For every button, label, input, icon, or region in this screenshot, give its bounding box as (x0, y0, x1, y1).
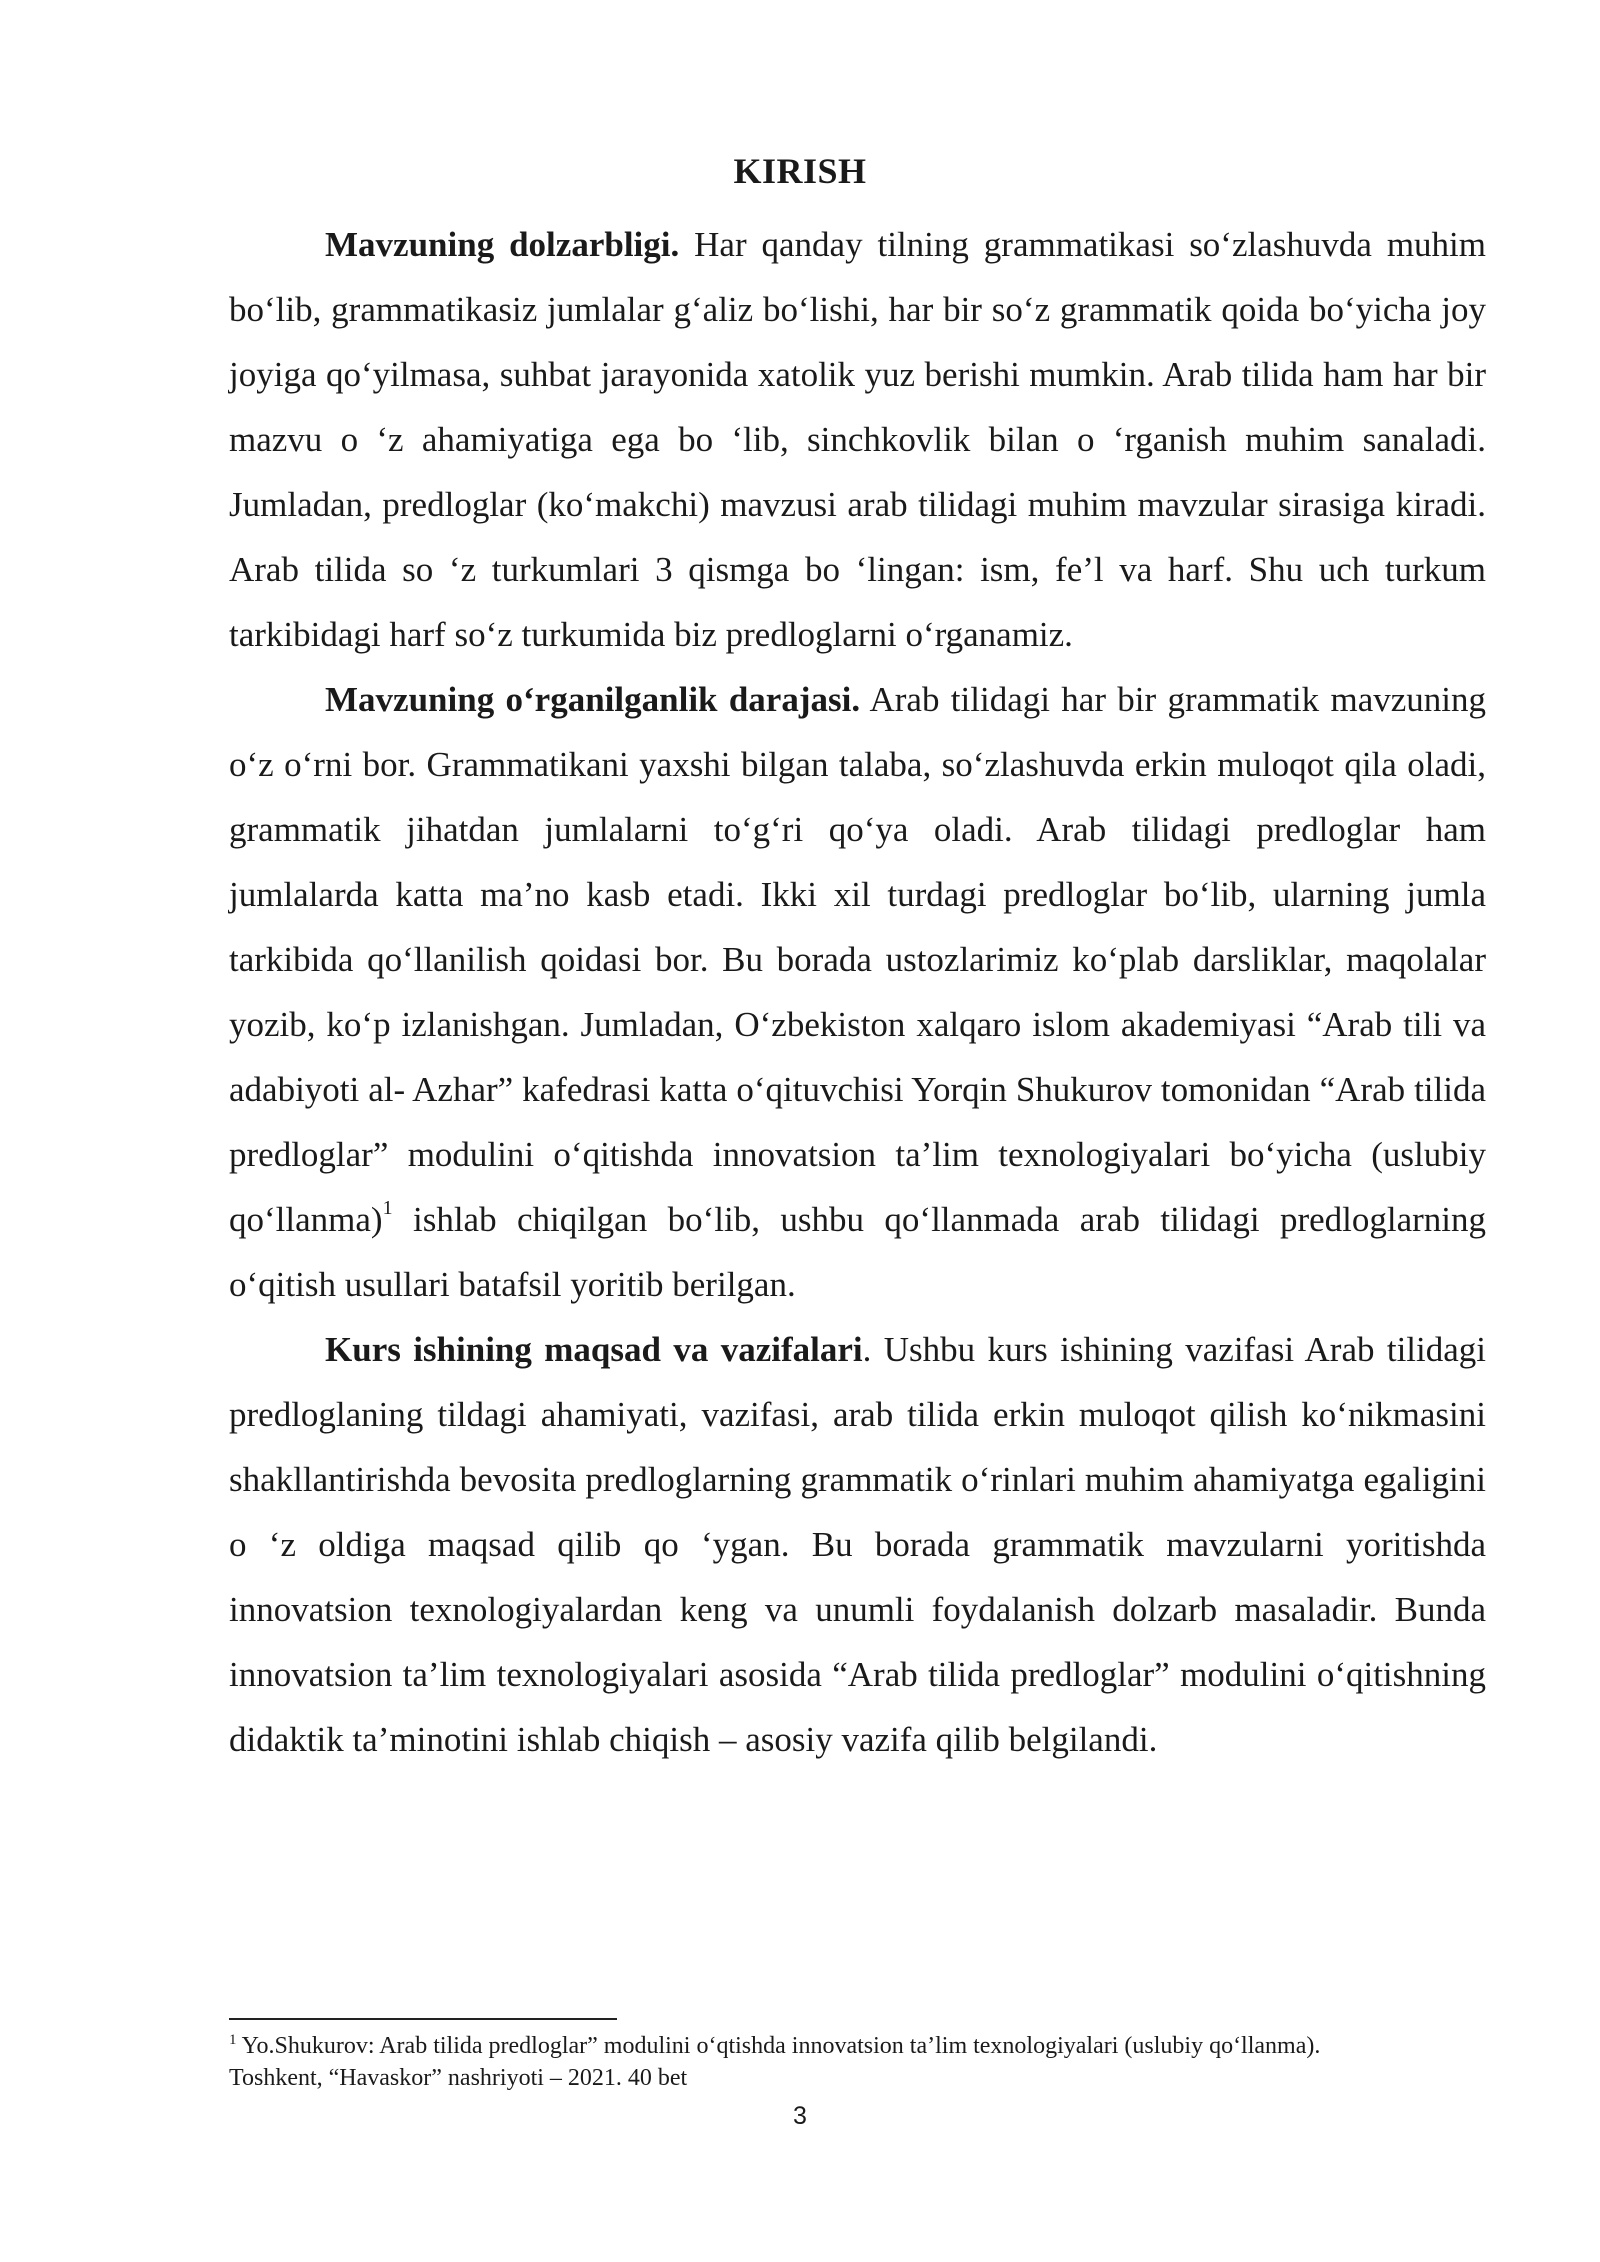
footnote (229, 2030, 1486, 2094)
footnote-line-1 (229, 2030, 1486, 2062)
paragraph-text-study-level: Arab tilidagi har bir grammatik mavzuning o‘z o‘rni bor. Grammatikani yaxshi bilgan talaba, so‘zlashuvda erkin muloqot qila oladi, grammatik jihatdan jumlalarni to‘g‘ri qo‘ya oladi. Arab tilidagi predloglar ham jumlalarda katta ma’no kasb etadi. Ikki xil turdagi predloglar bo‘lib, ularning jumla tarkibida qo‘llanilish qoidasi bor. Bu borada ustozlarimiz ko‘plab darsliklar, maqolalar yozib, ko‘p izlanishgan. Jumladan, O‘zbekiston xalqaro islom akademiyasi “Arab tili va adabiyoti al- Azhar” kafedrasi katta o‘qituvchisi Yorqin Shukurov tomonidan “Arab tilida predloglar” modulini o‘qitishda innovatsion ta’lim texnologiyalari bo‘yicha (uslubiy qo‘llanma) (229, 680, 1486, 1239)
paragraph-study-level (229, 667, 1486, 1317)
paragraph-text-study-level-cont: ishlab chiqilgan bo‘lib, ushbu qo‘llanmada arab tilidagi predloglarning o‘qitish usullari batafsil yoritib berilgan. (229, 1200, 1486, 1304)
paragraph-relevance (229, 212, 1486, 667)
footnote-number: 1 (229, 2032, 237, 2048)
page-number: 3 (793, 2102, 807, 2130)
footnote-separator (229, 2018, 617, 2020)
paragraph-text-goals: . Ushbu kurs ishining vazifasi Arab tilidagi predloglaning tildagi ahamiyati, vazifasi, arab tilida erkin muloqot qilish ko‘nikmasini shakllantirishda bevosita predloglarning grammatik o‘rinlari muhim ahamiyatga egaligini o ‘z oldiga maqsad qilib qo ‘ygan. Bu borada grammatik mavzularni yoritishda innovatsion texnologiyalardan keng va unumli foydalanish dolzarb masaladir. Bunda innovatsion ta’lim texnologiyalari asosida “Arab tilida predloglar” modulini o‘qitishning didaktik ta’minotini ishlab chiqish – asosiy vazifa qilib belgilandi. (229, 1330, 1487, 1759)
footnote-reference[interactable]: 1 (382, 1197, 393, 1220)
paragraph-lead-relevance: Mavzuning dolzarbligi. (325, 225, 680, 264)
paragraph-lead-goals: Kurs ishining maqsad va vazifalari (325, 1330, 863, 1369)
paragraph-lead-study-level: Mavzuning o‘rganilganlik darajasi. (325, 680, 861, 719)
footnote-line-2: Toshkent, “Havaskor” nashriyoti – 2021. 40 bet (229, 2065, 688, 2091)
footnote-text-1: Yo.Shukurov: Arab tilida predloglar” modulini o‘qtishda innovatsion ta’lim texnologiyalari (uslubiy qo‘llanma). (236, 2033, 1321, 2059)
page-title: KIRISH (733, 151, 867, 191)
body-text (229, 212, 1486, 1772)
paragraph-text-relevance: Har qanday tilning grammatikasi so‘zlashuvda muhim bo‘lib, grammatikasiz jumlalar g‘aliz bo‘lishi, har bir so‘z grammatik qoida bo‘yicha joy joyiga qo‘yilmasa, suhbat jarayonida xatolik yuz berishi mumkin. Arab tilida ham har bir mazvu o ‘z ahamiyatiga ega bo ‘lib, sinchkovlik bilan o ‘rganish muhim sanaladi. Jumladan, predloglar (ko‘makchi) mavzusi arab tilidagi muhim mavzular sirasiga kiradi. Arab tilida so ‘z turkumlari 3 qismga bo ‘lingan: ism, fe’l va harf. Shu uch turkum tarkibidagi harf so‘z turkumida biz predloglarni o‘rganamiz. (229, 225, 1486, 654)
paragraph-goals (229, 1317, 1486, 1772)
